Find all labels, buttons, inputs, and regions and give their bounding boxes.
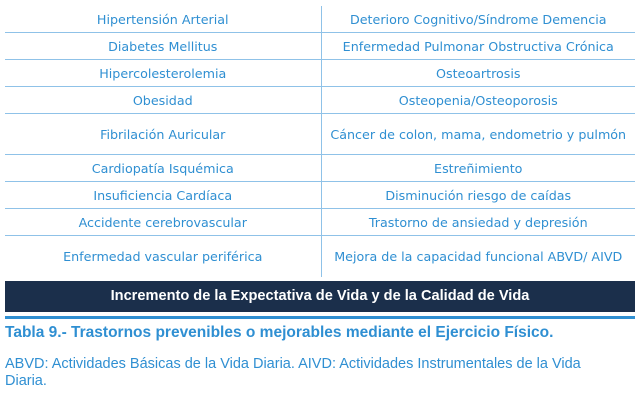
table-cell-left: Cardiopatía Isquémica	[5, 155, 321, 182]
table-row	[5, 6, 635, 33]
table-row	[5, 60, 635, 87]
table-cell-right: Osteoartrosis	[321, 60, 635, 87]
table-row	[5, 236, 635, 278]
table-row	[5, 33, 635, 60]
table-row	[5, 87, 635, 114]
table-cell-left: Enfermedad vascular periférica	[5, 236, 321, 278]
table-cell-right: Cáncer de colon, mama, endometrio y pulmón	[321, 114, 635, 155]
table-cell-left: Fibrilación Auricular	[5, 114, 321, 155]
table-cell-left: Obesidad	[5, 87, 321, 114]
table-row	[5, 155, 635, 182]
table-cell-right: Osteopenia/Osteoporosis	[321, 87, 635, 114]
table-cell-right: Disminución riesgo de caídas	[321, 182, 635, 209]
table-row	[5, 182, 635, 209]
table-cell-right: Deterioro Cognitivo/Síndrome Demencia	[321, 6, 635, 33]
conditions-table-container	[5, 6, 635, 277]
table-cell-right: Trastorno de ansiedad y depresión	[321, 209, 635, 236]
abbreviations-note: ABVD: Actividades Básicas de la Vida Diaria. AIVD: Actividades Instrumentales de la Vida Diaria.	[5, 356, 581, 389]
table-row	[5, 209, 635, 236]
summary-banner: Incremento de la Expectativa de Vida y de la Calidad de Vida	[5, 281, 635, 312]
table-cell-right: Enfermedad Pulmonar Obstructiva Crónica	[321, 33, 635, 60]
table-cell-left: Accidente cerebrovascular	[5, 209, 321, 236]
table-row	[5, 114, 635, 155]
table-cell-left: Insuficiencia Cardíaca	[5, 182, 321, 209]
table-cell-left: Hipercolesterolemia	[5, 60, 321, 87]
table-cell-right: Estreñimiento	[321, 155, 635, 182]
table-cell-left: Hipertensión Arterial	[5, 6, 321, 33]
table-caption: Tabla 9.- Trastornos prevenibles o mejorables mediante el Ejercicio Físico.	[5, 324, 554, 341]
table-cell-left: Diabetes Mellitus	[5, 33, 321, 60]
conditions-table	[5, 6, 635, 277]
table-cell-right: Mejora de la capacidad funcional ABVD/ AIVD	[334, 249, 623, 264]
divider	[5, 316, 635, 319]
